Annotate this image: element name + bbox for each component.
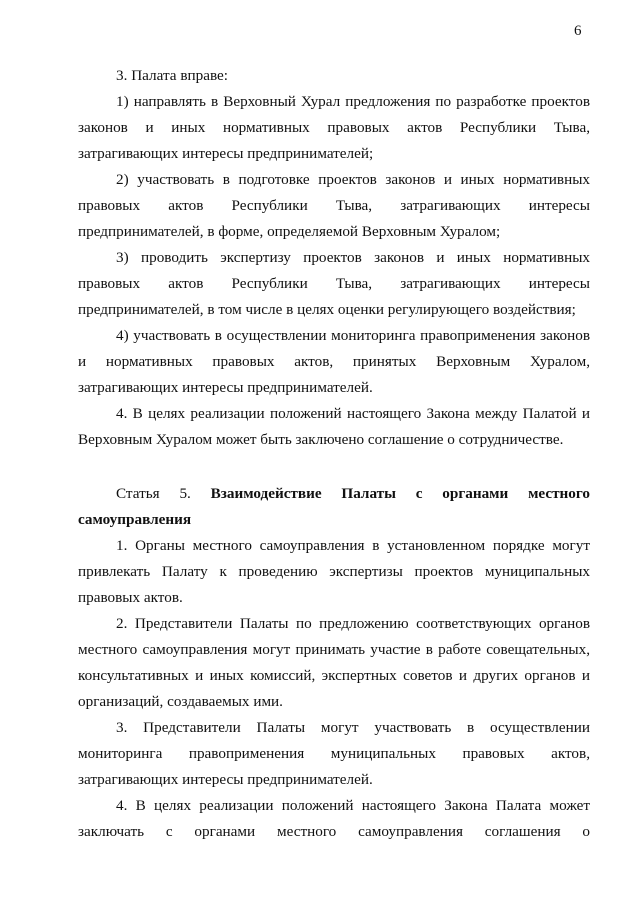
- paragraph: 2) участвовать в подготовке проектов законов и иных нормативных правовых актов Республики Тыва, затрагивающих интересы предпринимателей, в форме, определяемой Верховным Хуралом;: [78, 171, 590, 240]
- paragraph: 4. В целях реализации положений настоящего Закона Палата может заключать с органами местного самоуправления соглашения о: [78, 797, 590, 840]
- paragraph: 3. Палата вправе:: [116, 67, 228, 84]
- paragraph: 1) направлять в Верховный Хурал предложения по разработке проектов законов и иных нормативных правовых актов Республики Тыва, затрагивающих интересы предпринимателей;: [78, 93, 590, 162]
- document-body: [78, 63, 590, 845]
- paragraph: 3. Представители Палаты могут участвовать в осуществлении мониторинга правоприменения муниципальных правовых актов, затрагивающих интересы предпринимателей.: [78, 719, 590, 788]
- paragraph: 2. Представители Палаты по предложению соответствующих органов местного самоуправления могут принимать участие в работе совещательных, консультативных и иных комиссий, экспертных советов и других органов и организаций, создаваемых ими.: [78, 615, 590, 710]
- paragraph: 1. Органы местного самоуправления в установленном порядке могут привлекать Палату к проведению экспертизы проектов муниципальных правовых актов.: [78, 537, 590, 606]
- paragraph: 4) участвовать в осуществлении мониторинга правоприменения законов и нормативных правовых актов, принятых Верховным Хуралом, затрагивающих интересы предпринимателей.: [78, 327, 590, 396]
- paragraph: 4. В целях реализации положений настоящего Закона между Палатой и Верховным Хуралом может быть заключено соглашение о сотрудничестве.: [78, 405, 590, 448]
- page-number: 6: [574, 23, 582, 39]
- article-heading: [78, 481, 590, 533]
- article-number: Статья 5.: [116, 485, 211, 502]
- paragraph: 3) проводить экспертизу проектов законов и иных нормативных правовых актов Республики Тыва, затрагивающих интересы предпринимателей, в том числе в целях оценки регулирующего воздействия;: [78, 249, 590, 318]
- article-title: Взаимодействие Палаты с органами местного самоуправления: [78, 485, 590, 528]
